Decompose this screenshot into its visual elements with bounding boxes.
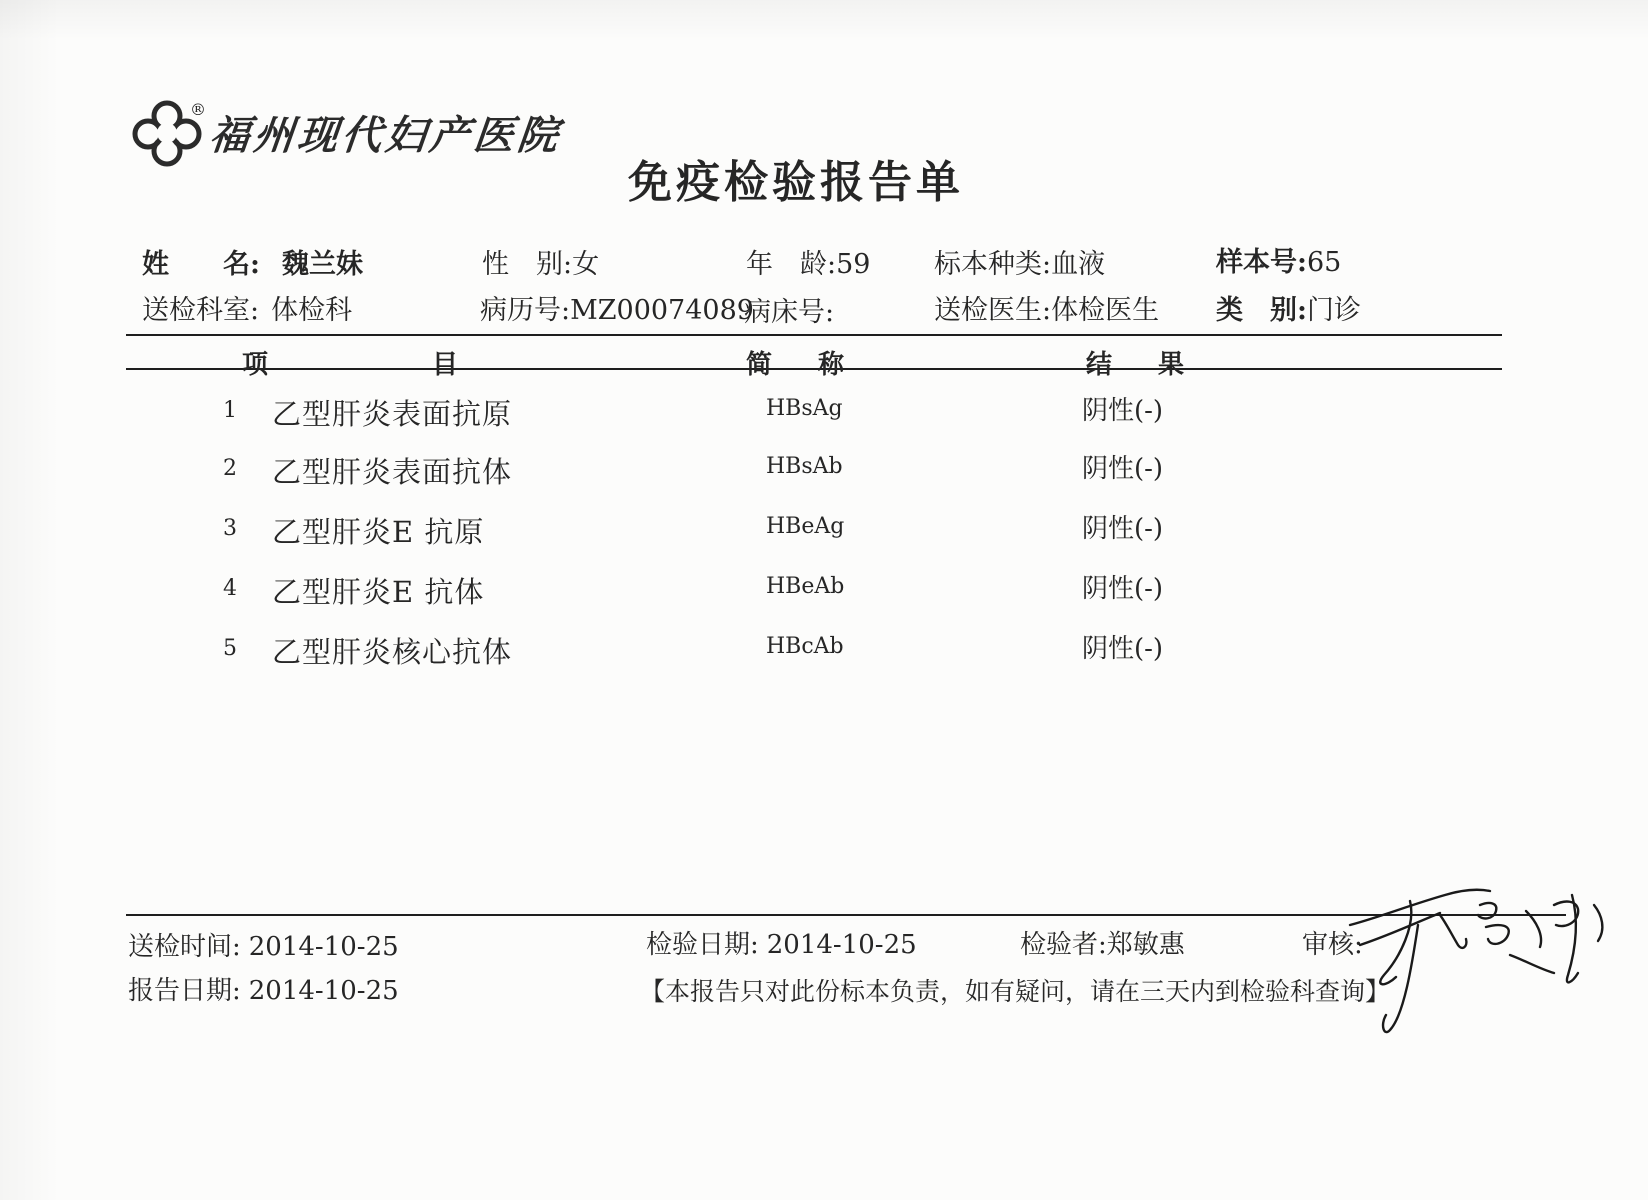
- row-number: 2: [223, 456, 237, 481]
- table-top-rule: [126, 334, 1502, 336]
- reviewer-label: 审核:: [1302, 930, 1363, 960]
- department: [142, 288, 352, 327]
- submit-time: [128, 926, 399, 963]
- report-date-value: 2014-10-25: [248, 976, 399, 1006]
- report-date-label: 报告日期:: [128, 976, 241, 1006]
- bed-number: [744, 290, 834, 329]
- test-abbreviation: HBeAg: [766, 514, 845, 539]
- test-date-value: 2014-10-25: [766, 930, 917, 960]
- test-item-name: 乙型肝炎核心抗体: [272, 635, 513, 669]
- tester-value: 郑敏惠: [1106, 930, 1185, 960]
- patient-sex-label: 性 别:: [482, 249, 573, 280]
- visit-category-label: 类 别:: [1216, 295, 1307, 326]
- department-value: 体检科: [271, 295, 353, 326]
- header-item-a: 项: [242, 350, 269, 380]
- sample-number-value: 65: [1306, 247, 1342, 278]
- patient-name-value: 魏兰妹: [281, 249, 363, 280]
- patient-name: [142, 242, 363, 281]
- report-title: 免疫检验报告单: [628, 157, 964, 208]
- header-result-a: 结: [1086, 350, 1113, 380]
- submit-time-value: 2014-10-25: [248, 932, 399, 962]
- row-number: 4: [223, 576, 237, 601]
- test-abbreviation: HBcAb: [766, 634, 844, 659]
- test-result: 阴性(-): [1082, 454, 1164, 484]
- test-item-name: 乙型肝炎表面抗体: [272, 455, 513, 489]
- test-item-name: 乙型肝炎表面抗原: [272, 397, 513, 431]
- header-abbr-a: 简: [746, 350, 773, 380]
- sample-number-label: 样本号:: [1216, 247, 1307, 278]
- patient-sex-value: 女: [572, 249, 600, 280]
- test-date: [646, 924, 917, 961]
- specimen-type: [934, 242, 1105, 281]
- patient-age-value: 59: [836, 249, 871, 280]
- report-date: [128, 970, 399, 1007]
- referring-doctor-label: 送检医生:: [934, 295, 1052, 326]
- sample-number: [1216, 240, 1341, 279]
- header-result-b: 果: [1158, 350, 1185, 380]
- tester-label: 检验者:: [1020, 930, 1107, 960]
- medical-record-number: [480, 288, 754, 327]
- table-header-rule: [126, 368, 1502, 370]
- specimen-type-value: 血液: [1051, 249, 1106, 280]
- medical-record-label: 病历号:: [480, 295, 571, 326]
- patient-sex: [482, 242, 599, 281]
- test-result: 阴性(-): [1082, 396, 1164, 426]
- test-abbreviation: HBeAb: [766, 574, 845, 599]
- patient-age: [746, 242, 870, 281]
- medical-record-value: MZ00074089: [570, 295, 754, 326]
- test-date-label: 检验日期:: [646, 930, 759, 960]
- specimen-type-label: 标本种类:: [934, 249, 1052, 280]
- department-label: 送检科室:: [142, 295, 260, 326]
- test-item-name: 乙型肝炎E 抗原: [272, 515, 485, 549]
- submit-time-label: 送检时间:: [128, 932, 241, 962]
- visit-category-value: 门诊: [1306, 295, 1361, 326]
- disclaimer-notice: 【本报告只对此份标本负责，如有疑问，请在三天内到检验科查询】: [640, 977, 1391, 1006]
- bed-number-label: 病床号:: [744, 297, 835, 328]
- header-item-b: 目: [432, 350, 459, 380]
- header-abbr-b: 称: [818, 350, 845, 380]
- referring-doctor-value: 体检医生: [1051, 295, 1160, 326]
- row-number: 1: [223, 398, 237, 423]
- patient-age-label: 年 龄:: [746, 249, 837, 280]
- reviewer-signature: [1340, 865, 1640, 1065]
- test-result: 阴性(-): [1082, 634, 1164, 664]
- patient-name-label: 姓 名:: [142, 249, 260, 280]
- visit-category: [1216, 288, 1361, 327]
- row-number: 3: [223, 516, 237, 541]
- test-item-name: 乙型肝炎E 抗体: [272, 575, 485, 609]
- row-number: 5: [223, 636, 237, 661]
- test-result: 阴性(-): [1082, 574, 1164, 604]
- registered-mark: ®: [190, 100, 206, 119]
- tester: [1020, 924, 1185, 961]
- hospital-name: 福州现代妇产医院: [207, 111, 565, 159]
- test-abbreviation: HBsAg: [766, 396, 843, 421]
- referring-doctor: [934, 288, 1159, 327]
- test-result: 阴性(-): [1082, 514, 1164, 544]
- test-abbreviation: HBsAb: [766, 454, 843, 479]
